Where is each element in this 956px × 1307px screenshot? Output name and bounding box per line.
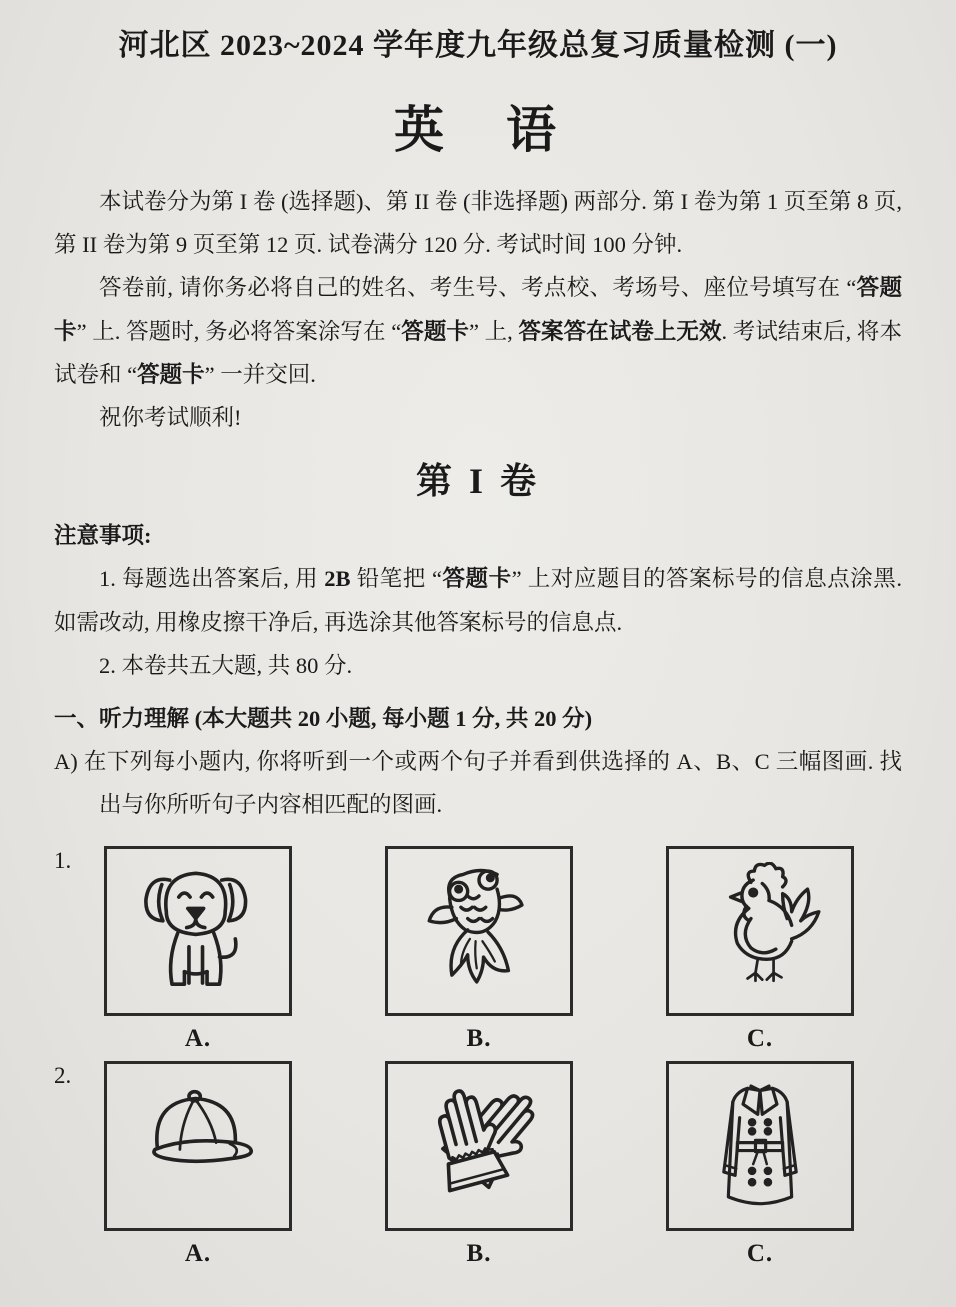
option-label: A. bbox=[184, 1240, 212, 1268]
intro-paragraph-2: 答卷前, 请你务必将自己的姓名、考生号、考点校、考场号、座位号填写在 “答题卡” 上. 答题时, 务必将答案涂写在 “答题卡” 上, 答案答在试卷上无效. 考试结束后, 将本试卷和 “答题卡” 一并交回. bbox=[54, 275, 902, 387]
listening-section-heading: 一、听力理解 (本大题共 20 小题, 每小题 1 分, 共 20 分) bbox=[54, 705, 593, 731]
option-label: A. bbox=[184, 1025, 212, 1053]
coat-icon bbox=[682, 1077, 838, 1215]
option-label: C. bbox=[746, 1240, 774, 1268]
notice-item-1: 1. 每题选出答案后, 用 2B 铅笔把 “答题卡” 上对应题目的答案标号的信息点涂黑. 如需改动, 用橡皮擦干净后, 再选涂其他答案标号的信息点. bbox=[54, 566, 902, 635]
header-title: 河北区 2023~2024 学年度九年级总复习质量检测 (一) bbox=[118, 29, 838, 62]
question-1-option-b bbox=[385, 846, 573, 1053]
question-1-options bbox=[104, 846, 854, 1053]
part1-title: 第 I 卷 bbox=[415, 461, 540, 502]
question-1-number: 1. bbox=[54, 848, 72, 874]
question-2-option-c bbox=[666, 1061, 854, 1268]
question-2-options bbox=[104, 1061, 854, 1268]
question-1 bbox=[54, 846, 902, 1053]
dog-icon bbox=[120, 862, 276, 1000]
question-2 bbox=[54, 1061, 902, 1268]
goldfish-icon bbox=[401, 862, 557, 1000]
question-2-option-a bbox=[104, 1061, 292, 1268]
intro-paragraph-1: 本试卷分为第 I 卷 (选择题)、第 II 卷 (非选择题) 两部分. 第 I 卷为第 1 页至第 8 页, 第 II 卷为第 9 页至第 12 页. 试卷满分 120 分. 考试时间 100 分钟. bbox=[54, 189, 902, 258]
option-image-box bbox=[385, 1061, 573, 1231]
notice-item-2: 2. 本卷共五大题, 共 80 分. bbox=[99, 652, 353, 678]
option-image-box bbox=[104, 846, 292, 1016]
question-2-option-b bbox=[385, 1061, 573, 1268]
listening-instruction-a: A) 在下列每小题内, 你将听到一个或两个句子并看到供选择的 A、B、C 三幅图画. 找出与你所听句子内容相匹配的图画. bbox=[54, 749, 902, 818]
option-label: B. bbox=[466, 1240, 492, 1268]
option-label: C. bbox=[746, 1025, 774, 1053]
option-label: B. bbox=[466, 1025, 492, 1053]
option-image-box bbox=[104, 1061, 292, 1231]
subject-title: 英 语 bbox=[394, 102, 562, 158]
rooster-icon bbox=[682, 862, 838, 1000]
exam-wish-line: 祝你考试顺利! bbox=[99, 404, 242, 430]
notice-heading: 注意事项: bbox=[54, 523, 152, 549]
question-1-option-c bbox=[666, 846, 854, 1053]
question-1-option-a bbox=[104, 846, 292, 1053]
option-image-box bbox=[385, 846, 573, 1016]
question-2-number: 2. bbox=[54, 1063, 72, 1089]
option-image-box bbox=[666, 1061, 854, 1231]
cap-icon bbox=[120, 1077, 276, 1215]
gloves-icon bbox=[401, 1077, 557, 1215]
option-image-box bbox=[666, 846, 854, 1016]
